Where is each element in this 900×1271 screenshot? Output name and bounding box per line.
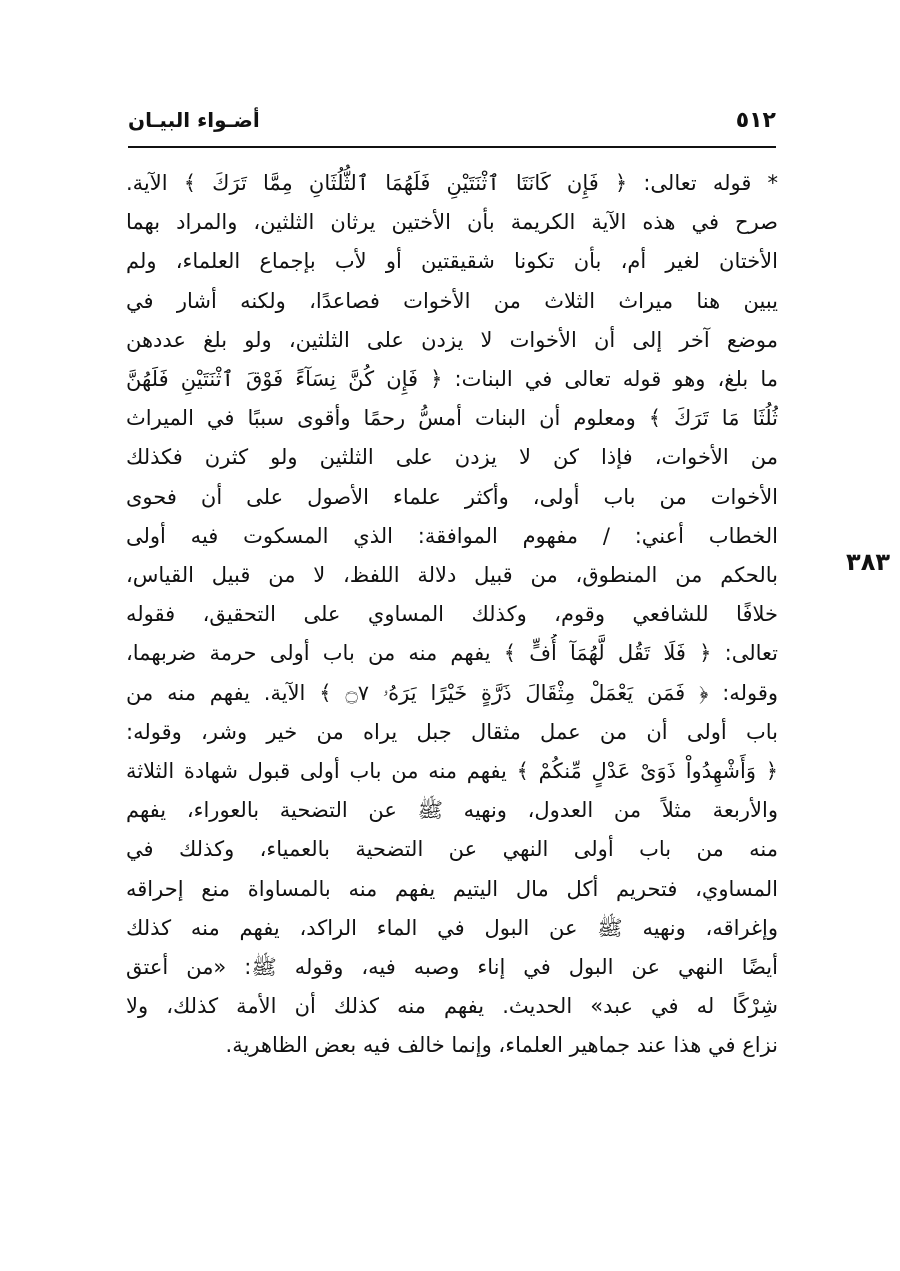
text-line: صرح في هذه الآية الكريمة بأن الأختين يرثان الثلثين، والمراد بهما <box>126 210 778 235</box>
text-line: تعالى: ﴿ فَلَا تَقُل لَّهُمَآ أُفٍّ ﴾ يفهم منه من باب أولى حرمة ضربهما، <box>126 641 778 666</box>
text-line: شِرْكًا له في عبد» الحديث. يفهم منه كذلك أن الأمة كذلك، ولا <box>126 994 778 1019</box>
text-line: يبين هنا ميراث الثلاث من الأخوات فصاعدًا، ولكنه أشار في <box>126 288 778 313</box>
text-line: أيضًا النهي عن البول في إناء وصبه فيه، وقوله ﷺ: «من أعتق <box>126 955 778 980</box>
text-line: موضع آخر إلى أن الأخوات لا يزدن على الثلثين، ولو بلغ عددهن <box>126 327 778 352</box>
header-divider <box>128 146 776 148</box>
text-line: باب أولى أن من عمل مثقال جبل يراه من خير وشر، وقوله: <box>126 719 778 744</box>
main-text <box>126 164 778 1066</box>
text-line: الأختان لغير أم، بأن تكونا شقيقتين أو لأب بإجماع العلماء، ولم <box>126 249 778 274</box>
page-header <box>128 104 776 144</box>
text-line: من الأخوات، فإذا كن لا يزدن على الثلثين ولو كثرن فكذلك <box>126 445 778 470</box>
text-line: بالحكم من المنطوق، من قبيل دلالة اللفظ، لا من قبيل القياس، <box>126 563 778 588</box>
text-line: الخطاب أعني: / مفهوم الموافقة: الذي المسكوت فيه أولى <box>126 523 778 548</box>
text-line: وقوله: ﴿ فَمَن يَعْمَلْ مِثْقَالَ ذَرَّةٍ خَيْرًا يَرَهُۥ ۝٧ ﴾ الآية. يفهم منه من <box>126 680 778 705</box>
text-line: منه من باب أولى النهي عن التضحية بالعمياء، وكذلك في <box>126 837 778 862</box>
page-number: ٥١٢ <box>735 108 776 133</box>
text-line: المساوي، فتحريم أكل مال اليتيم يفهم منه بالمساواة منع إحراقه <box>126 876 778 901</box>
text-line: * قوله تعالى: ﴿ فَإِن كَانَتَا ٱثْنَتَيْنِ فَلَهُمَا ٱلثُّلُثَانِ مِمَّا تَرَكَ ﴾ الآية. <box>126 171 778 195</box>
text-line: ما بلغ، وهو قوله تعالى في البنات: ﴿ فَإِن كُنَّ نِسَآءً فَوْقَ ٱثْنَتَيْنِ فَلَهُنَّ <box>126 367 778 392</box>
text-line: خلافًا للشافعي وقوم، وكذلك المساوي على التحقيق، فقوله <box>126 602 778 627</box>
text-line: والأربعة مثلاً من العدول، ونهيه ﷺ عن التضحية بالعوراء، يفهم <box>126 798 778 823</box>
running-title: أضـواء البيـان <box>128 108 260 132</box>
text-line: وإغراقه، ونهيه ﷺ عن البول في الماء الراكد، يفهم منه كذلك <box>126 915 778 940</box>
text-line: نزاع في هذا عند جماهير العلماء، وإنما خالف فيه بعض الظاهرية. <box>225 1033 778 1058</box>
margin-page-reference: ٣٨٣ <box>846 548 890 576</box>
text-line: الأخوات من باب أولى، وأكثر علماء الأصول على أن فحوى <box>126 484 778 509</box>
text-line: ثُلُثَا مَا تَرَكَ ﴾ ومعلوم أن البنات أمسُّ رحمًا وأقوى سببًا في الميراث <box>126 406 778 431</box>
text-line: ﴿ وَأَشْهِدُواْ ذَوَىْ عَدْلٍ مِّنكُمْ ﴾ يفهم منه من باب أولى قبول شهادة الثلاثة <box>126 759 778 784</box>
